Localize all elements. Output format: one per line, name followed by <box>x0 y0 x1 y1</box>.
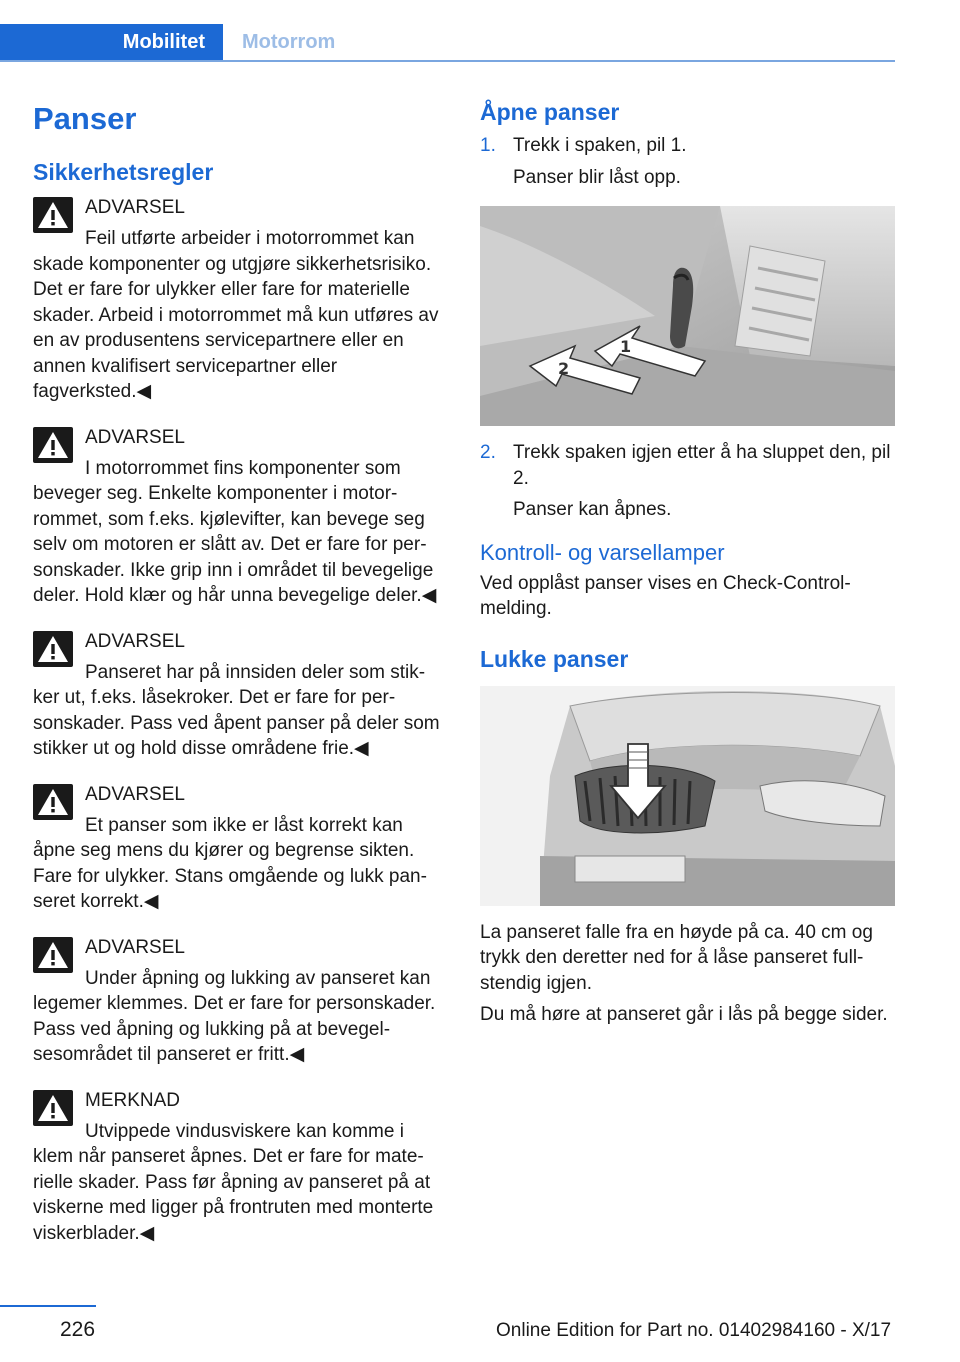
control-lamps-heading: Kontroll- og varsellamper <box>480 539 725 565</box>
warning-triangle-icon <box>33 197 73 233</box>
close-hood-text-1: La panseret falle fra en høyde på ca. 40 cm og trykk den deretter ned for å låse panseret fullstendig igjen. <box>480 921 873 994</box>
warning-triangle-icon <box>33 631 73 667</box>
warning-triangle-icon <box>33 784 73 820</box>
warning-text: I motorrommet fins komponenter som beveger seg. Enkelte komponenter i motorrommet, som f.eks. kjølevifter, kan bevege seg selv om motoren er slått av. Det er fare for personskader. Ikke grip inn i området til bevegelige deler. Hold klær og hår unna bevegelige deler.◀ <box>33 457 437 606</box>
step-result: Panser blir låst opp. <box>513 166 681 188</box>
warning-block <box>33 629 445 762</box>
warning-text: Utvippede vindusviskere kan komme i klem når panseret åpnes. Det er fare for materielle skader. Pass før åpning av panseret på at viskerne med ligger på frontruten med monterte viskerblader.◀ <box>33 1120 434 1244</box>
warning-block <box>33 1088 445 1247</box>
warning-text: Feil utførte arbeider i motorrommet kan skade komponenter og utgjøre sikkerhetsrisiko. Det er fare for ulykker eller fare for materielle skader. Arbeid i motorrommet må kun utføres av en av produsentens servicepartnere eller en annen kvalifisert servicepartner eller fagverksted.◀ <box>33 228 439 402</box>
right-column <box>480 95 895 1028</box>
warning-triangle-icon <box>33 1090 73 1126</box>
warning-heading: ADVARSEL <box>85 936 185 958</box>
warning-block <box>33 782 445 915</box>
header-tabs <box>0 24 895 62</box>
control-lamps-text: Ved opplåst panser vises en Check-Control-melding. <box>480 572 851 619</box>
step-text: Trekk spaken igjen etter å ha sluppet den, pil 2. <box>513 442 891 489</box>
warning-heading: ADVARSEL <box>85 426 185 448</box>
section-heading: Sikkerhetsregler <box>33 159 214 185</box>
tab-motorrom[interactable]: Motorrom <box>242 30 336 53</box>
header-divider <box>0 60 895 62</box>
close-hood-illustration <box>480 686 895 906</box>
warning-text: Panseret har på innsiden deler som stikker ut, f.eks. låsekroker. Det er fare for personskader. Pass ved åpent panser på deler som stikker ut og hold disse områdene frie.◀ <box>33 661 440 759</box>
left-column <box>33 95 445 1246</box>
lever-drawing <box>480 206 895 426</box>
warning-list <box>33 195 445 1246</box>
warning-block <box>33 935 445 1068</box>
warning-triangle-icon <box>33 937 73 973</box>
page-number: 226 <box>60 1318 96 1341</box>
step-number: 1. <box>480 135 496 156</box>
lever-arrow-1-label: 1 <box>620 337 632 356</box>
warning-block <box>33 195 445 405</box>
edition-note: Online Edition for Part no. 01402984160 - X/17 <box>496 1320 892 1341</box>
warning-heading: ADVARSEL <box>85 197 185 218</box>
warning-text: Et panser som ikke er låst korrekt kan åpne seg mens du kjører og begrense sikten. Fare for ulykker. Stans omgående og lukk panseret korrekt.◀ <box>33 814 427 912</box>
warning-heading: MERKNAD <box>85 1089 181 1111</box>
warning-text: Under åpning og lukking av panseret kan legemer klemmes. Det er fare for personskader. Pass ved åpning og lukking på at bevegelsesområdet til panseret er fritt.◀ <box>33 967 436 1065</box>
step-2 <box>480 440 895 523</box>
close-hood-heading: Lukke panser <box>480 645 629 672</box>
step-1 <box>480 133 895 190</box>
footer-accent <box>0 1305 96 1307</box>
close-hood-text-2: Du må høre at panseret går i lås på begge sider. <box>480 1004 888 1025</box>
lever-arrow-2-label: 2 <box>558 359 570 378</box>
hood-lever-illustration <box>480 206 895 426</box>
open-hood-heading: Åpne panser <box>480 99 620 125</box>
step-result: Panser kan åpnes. <box>513 499 672 520</box>
step-text: Trekk i spaken, pil 1. <box>513 135 687 156</box>
warning-block <box>33 425 445 609</box>
warning-heading: ADVARSEL <box>85 783 185 805</box>
step-number: 2. <box>480 442 496 463</box>
page-title: Panser <box>33 101 137 136</box>
warning-triangle-icon <box>33 427 73 463</box>
tab-mobilitet[interactable]: Mobilitet <box>0 24 223 60</box>
warning-heading: ADVARSEL <box>85 630 185 652</box>
car-front-drawing <box>480 686 895 906</box>
